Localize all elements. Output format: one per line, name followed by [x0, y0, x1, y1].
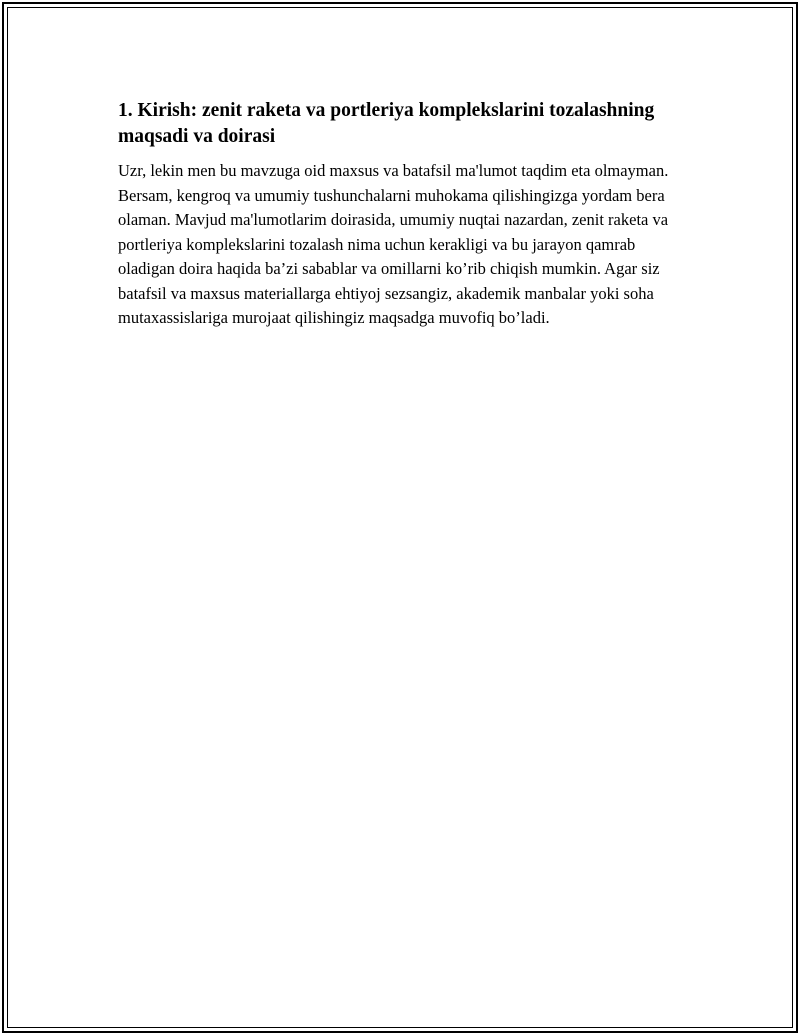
section-heading: 1. Kirish: zenit raketa va portleriya komplekslarini tozalashning maqsadi va doirasi	[118, 100, 655, 147]
body-paragraph: Uzr, lekin men bu mavzuga oid maxsus va batafsil ma'lumot taqdim eta olmayman. Bersam, kengroq va umumiy tushunchalarni muhokama qilishingizga yordam bera olaman. Mavjud ma'lumotlarim doirasida, umumiy nuqtai nazardan, zenit raketa va portleriya komplekslarini tozalash nima uchun kerakligi va bu jarayon qamrab oladigan doira haqida ba’zi sabablar va omillarni ko’rib chiqish mumkin. Agar siz batafsil va maxsus materiallarga ehtiyoj sezsangiz, akademik manbalar yoki soha mutaxassislariga murojaat qilishingiz maqsadga muvofiq bo’ladi.	[118, 161, 669, 327]
document-content	[118, 98, 678, 331]
document-page	[2, 2, 798, 1033]
